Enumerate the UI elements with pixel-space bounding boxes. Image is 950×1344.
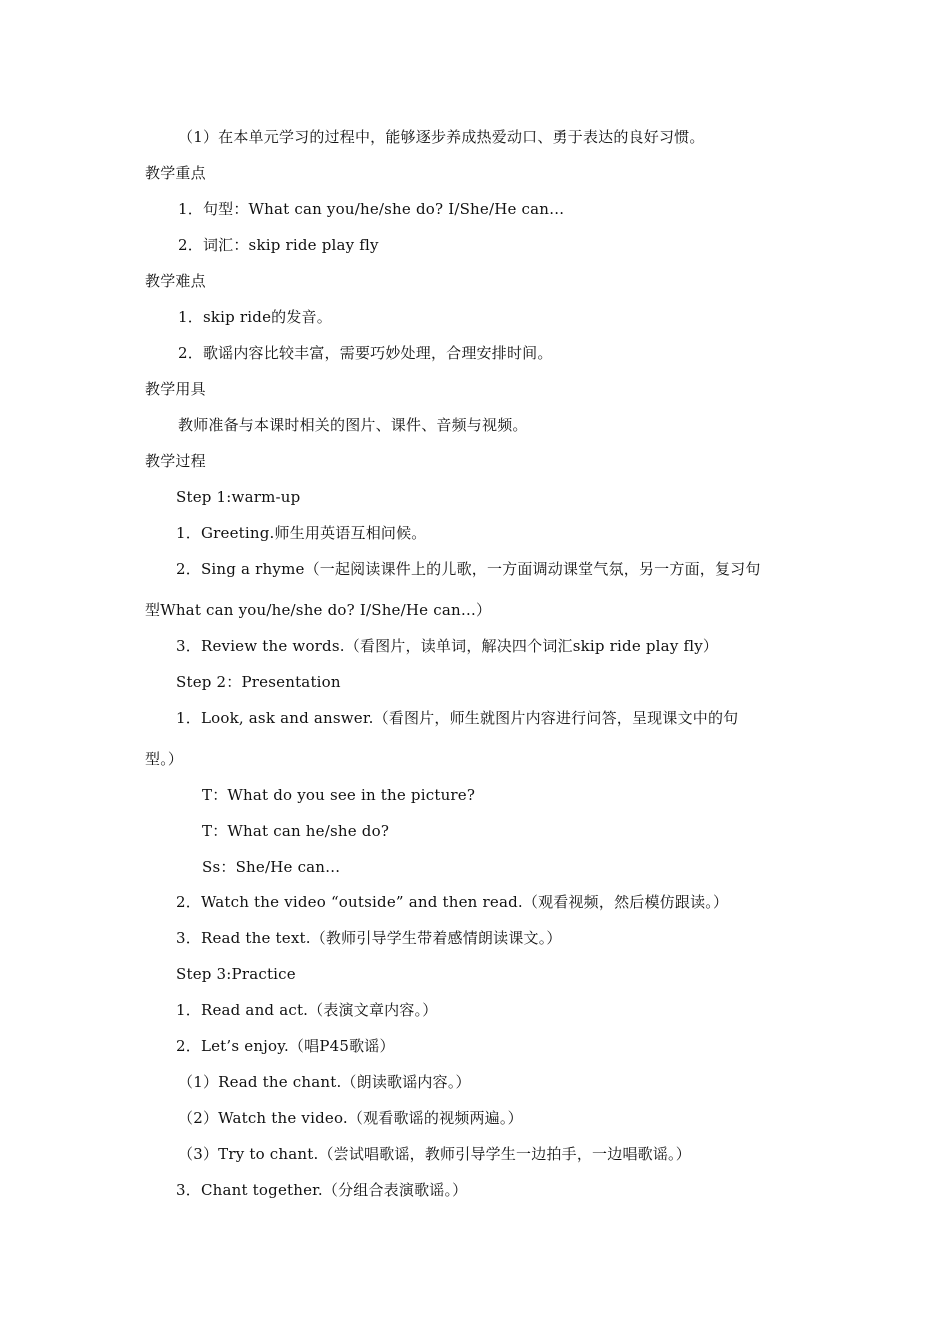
step-1-heading: Step 1:warm-up xyxy=(176,488,301,506)
step-1-item-2-continued: 型What can you/he/she do? I/She/He can…） xyxy=(145,601,492,619)
difficulty-2: 2．歌谣内容比较丰富，需要巧妙处理，合理安排时间。 xyxy=(178,344,553,362)
dialogue-line-2: T：What can he/she do? xyxy=(202,822,390,840)
key-point-2: 2．词汇：skip ride play fly xyxy=(178,236,379,254)
step-3-sub-item-1: （1）Read the chant.（朗读歌谣内容。） xyxy=(178,1073,471,1091)
step-3-item-3: 3．Chant together.（分组合表演歌谣。） xyxy=(176,1181,468,1199)
step-2-item-3: 3．Read the text.（教师引导学生带着感情朗读课文。） xyxy=(176,929,562,947)
dialogue-line-3: Ss：She/He can… xyxy=(202,858,341,876)
section-heading-teaching-aids: 教学用具 xyxy=(145,380,206,398)
objective-line: （1）在本单元学习的过程中，能够逐步养成热爱动口、勇于表达的良好习惯。 xyxy=(178,128,705,146)
teaching-aids-text: 教师准备与本课时相关的图片、课件、音频与视频。 xyxy=(178,416,528,434)
section-heading-key-points: 教学重点 xyxy=(145,164,206,182)
step-2-item-2: 2．Watch the video “outside” and then read.（观看视频，然后模仿跟读。） xyxy=(176,893,729,911)
step-1-item-1: 1．Greeting.师生用英语互相问候。 xyxy=(176,524,427,542)
step-2-item-1: 1．Look, ask and answer.（看图片，师生就图片内容进行问答，呈现课文中的句 xyxy=(176,709,739,727)
step-1-item-3: 3．Review the words.（看图片，读单词，解决四个词汇skip ride play fly） xyxy=(176,637,719,655)
step-3-sub-item-3: （3）Try to chant.（尝试唱歌谣，教师引导学生一边拍手，一边唱歌谣。） xyxy=(178,1145,691,1163)
difficulty-1: 1．skip ride的发音。 xyxy=(178,308,332,326)
step-3-item-2: 2．Let’s enjoy.（唱P45歌谣） xyxy=(176,1037,395,1055)
section-heading-process: 教学过程 xyxy=(145,452,206,470)
dialogue-line-1: T：What do you see in the picture? xyxy=(202,786,476,804)
step-3-item-1: 1．Read and act.（表演文章内容。） xyxy=(176,1001,438,1019)
step-2-item-1-continued: 型。） xyxy=(145,750,184,768)
step-3-sub-item-2: （2）Watch the video.（观看歌谣的视频两遍。） xyxy=(178,1109,523,1127)
key-point-1: 1．句型：What can you/he/she do? I/She/He can… xyxy=(178,200,565,218)
step-1-item-2: 2．Sing a rhyme（一起阅读课件上的儿歌，一方面调动课堂气氛，另一方面，复习句 xyxy=(176,560,761,578)
section-heading-difficulties: 教学难点 xyxy=(145,272,206,290)
step-2-heading: Step 2：Presentation xyxy=(176,673,341,691)
step-3-heading: Step 3:Practice xyxy=(176,965,296,983)
